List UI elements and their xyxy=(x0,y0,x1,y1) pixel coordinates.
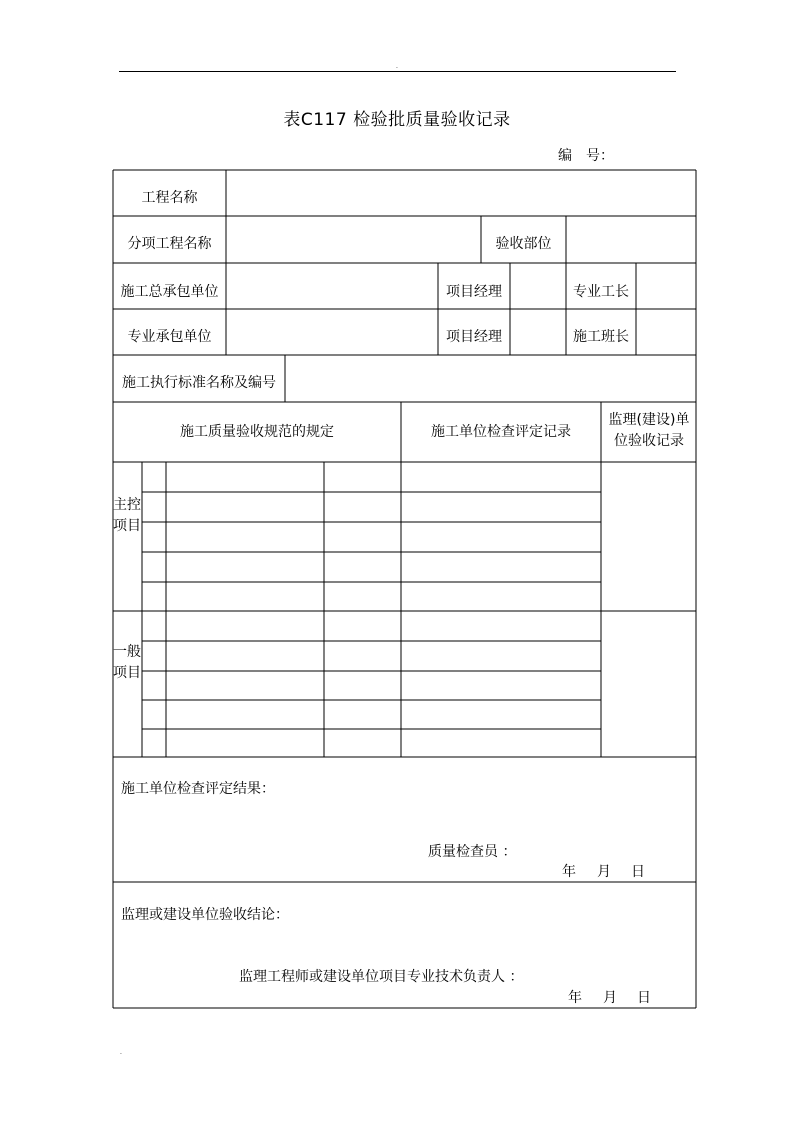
project-manager-label-1: 项目经理 xyxy=(446,284,502,300)
contractor-record-header: 施工单位检查评定记录 xyxy=(431,424,571,440)
general-items-label: 一般项目 xyxy=(113,644,141,681)
supervisor-conclusion-label: 监理或建设单位验收结论： xyxy=(121,907,289,923)
header-dot: . xyxy=(396,63,398,70)
foreman-label: 专业工长 xyxy=(573,284,629,300)
header-rule xyxy=(119,71,676,72)
team-leader-label: 施工班长 xyxy=(573,329,629,345)
date-day-2: 日 xyxy=(637,990,651,1006)
project-manager-label-2: 项目经理 xyxy=(446,329,502,345)
supervisor-record-header: 监理(建设)单位验收记录 xyxy=(608,412,690,449)
date-year-1: 年 xyxy=(562,864,576,880)
supervising-engineer-label: 监理工程师或建设单位项目专业技术负责人 ： xyxy=(239,969,524,985)
date-day-1: 日 xyxy=(631,864,645,880)
serial-label-part2: 号： xyxy=(586,148,614,164)
contractor-result-label: 施工单位检查评定结果： xyxy=(121,781,275,797)
sub-contractor-label: 专业承包单位 xyxy=(127,329,212,345)
date-month-2: 月 xyxy=(603,990,617,1006)
main-control-items-label: 主控项目 xyxy=(113,497,141,534)
date-year-2: 年 xyxy=(568,990,582,1006)
serial-number-label xyxy=(558,145,614,165)
page-title: 表C117 检验批质量验收记录 xyxy=(283,110,511,130)
project-name-label: 工程名称 xyxy=(141,190,198,206)
standard-label: 施工执行标准名称及编号 xyxy=(122,375,276,391)
general-contractor-label: 施工总承包单位 xyxy=(120,284,219,300)
quality-inspector-label: 质量检查员 ： xyxy=(428,844,517,860)
serial-label-part1: 编 xyxy=(558,148,572,164)
spec-header: 施工质量验收规范的规定 xyxy=(180,424,334,440)
date-month-1: 月 xyxy=(597,864,611,880)
sub-project-name-label: 分项工程名称 xyxy=(127,236,212,252)
footer-dot: . xyxy=(120,1049,122,1056)
acceptance-part-label: 验收部位 xyxy=(495,236,552,252)
